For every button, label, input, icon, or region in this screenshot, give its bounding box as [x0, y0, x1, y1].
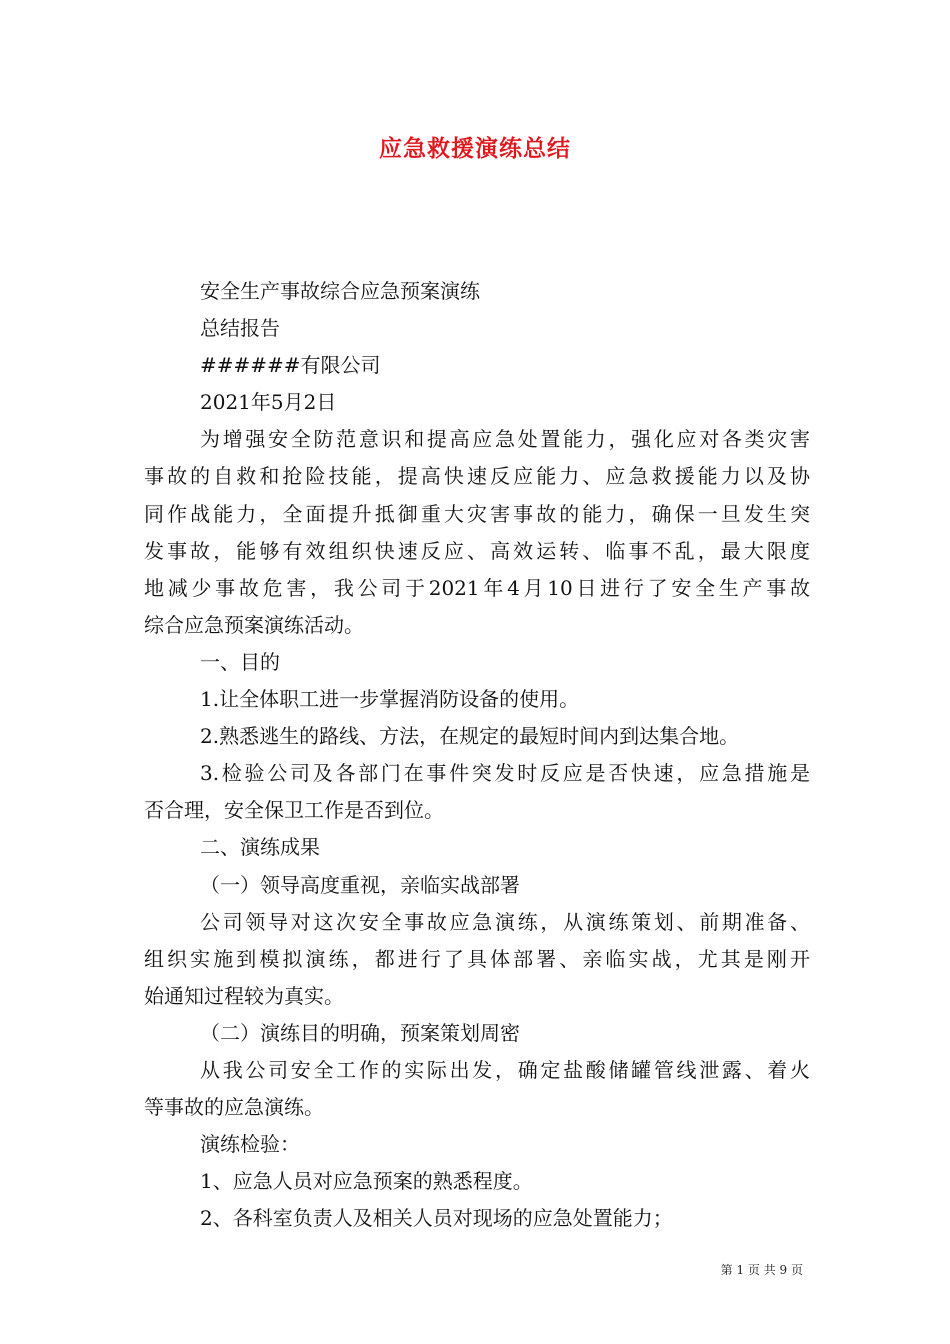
paragraph-line: 事故的自救和抢险技能，提高快速反应能力、应急救援能力以及协 [144, 464, 810, 489]
paragraph-line: 从我公司安全工作的实际出发，确定盐酸储罐管线泄露、着火 [200, 1057, 810, 1082]
paragraph-line: 公司领导对这次安全事故应急演练，从演练策划、前期准备、 [200, 909, 810, 934]
document-title: 应急救援演练总结 [379, 136, 571, 162]
list-item: 1.让全体职工进一步掌握消防设备的使用。 [200, 687, 580, 712]
list-item: 1、应急人员对应急预案的熟悉程度。 [200, 1169, 533, 1194]
list-item: 2、各科室负责人及相关人员对现场的应急处置能力； [200, 1206, 673, 1231]
section-heading: 一、目的 [200, 649, 280, 674]
list-item: 3.检验公司及各部门在事件突发时反应是否快速，应急措施是 [200, 761, 810, 786]
paragraph-line: 发事故，能够有效组织快速反应、高效运转、临事不乱，最大限度 [144, 538, 810, 563]
document-body [144, 273, 810, 1237]
report-subtitle-line: 安全生产事故综合应急预案演练 [200, 279, 480, 303]
paragraph-line: 综合应急预案演练活动。 [144, 612, 364, 637]
report-subtitle-line: 总结报告 [200, 316, 280, 341]
section-heading: 二、演练成果 [200, 835, 320, 860]
paragraph-line: 为增强安全防范意识和提高应急处置能力，强化应对各类灾害 [200, 427, 810, 452]
subsection-heading: （二）演练目的明确，预案策划周密 [200, 1020, 520, 1045]
paragraph-line: 地减少事故危害，我公司于2021年4月10日进行了安全生产事故 [144, 575, 810, 600]
report-date: 2021年5月2日 [200, 390, 337, 415]
paragraph-line: 组织实施到模拟演练，都进行了具体部署、亲临实战，尤其是刚开 [144, 946, 810, 971]
subsection-heading: （一）领导高度重视，亲临实战部署 [200, 872, 520, 897]
paragraph-line: 等事故的应急演练。 [144, 1095, 324, 1120]
page-number: 第 1 页 共 9 页 [720, 1263, 803, 1277]
paragraph-line: 演练检验： [200, 1132, 300, 1157]
paragraph-line: 始通知过程较为真实。 [144, 983, 344, 1008]
company-name: ######有限公司 [200, 353, 381, 378]
paragraph-line: 同作战能力，全面提升抵御重大灾害事故的能力，确保一旦发生突 [144, 501, 810, 526]
list-item: 2.熟悉逃生的路线、方法，在规定的最短时间内到达集合地。 [200, 724, 740, 749]
list-item-continued: 否合理，安全保卫工作是否到位。 [144, 798, 444, 823]
